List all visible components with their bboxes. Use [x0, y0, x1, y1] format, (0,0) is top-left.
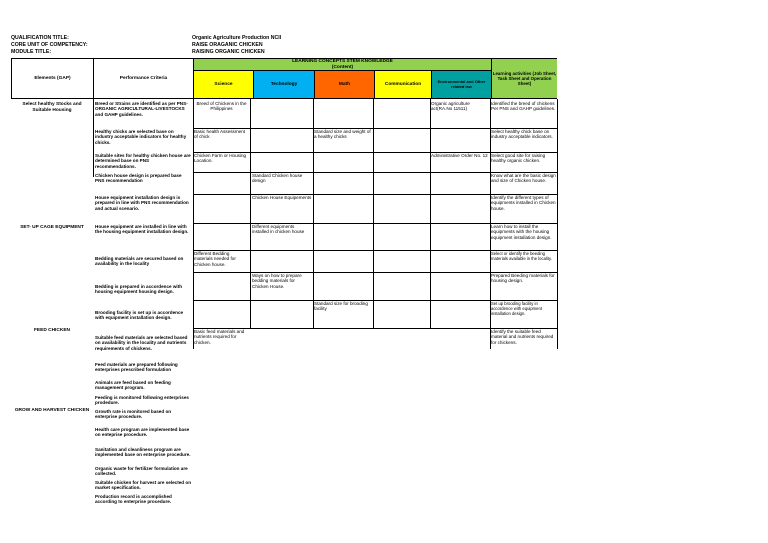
module-title-label: MODULE TITLE:: [11, 49, 52, 55]
learning-activities-header: Learning activities (Job Sheet, Task Sheet and Operation Sheet): [492, 59, 557, 99]
core-unit-label: CORE UNIT OF COMPETENCY:: [11, 42, 88, 48]
criteria-item: Bedding materials are secured based on availability in the locality: [95, 256, 184, 267]
criteria-item: Bedding is prepared in accordence with housing equipment housing design.: [95, 284, 183, 295]
criteria-item: Brooding facility is set up is accordence with equipment installation design.: [95, 310, 184, 321]
environment-law-header: Environmental and Other related law: [432, 71, 492, 99]
performance-criteria-header: Performance Criteria: [94, 59, 194, 99]
technology-header: Technology: [254, 71, 315, 99]
science-cell: Chicken Farm or Housing Location.: [194, 153, 247, 164]
criteria-item: House equipment installation design is prepared in line with PNS recommendation and actual scenario.: [95, 195, 189, 211]
element-select-stocks: Select healthy Stocks and Suitable Housing: [22, 102, 82, 113]
criteria-item: Health care program are implemented base on enteprise procedure.: [95, 427, 190, 438]
criteria-item: Chicken house design is prepared base PNS recommendation: [95, 173, 182, 184]
science-cell: Different Bedding materials needed for Chicken house.: [194, 251, 236, 267]
technology-cell: Different equipments installed in chicken house: [252, 224, 305, 235]
activity-cell: Identify the different types of equipments installed in Chicken house.: [491, 195, 556, 211]
environment-law-cell: Administrative Order No. 12: [431, 153, 488, 158]
criteria-item: Healthy chicks are selected base on industry acceptable indicators for healthy chicks.: [95, 129, 187, 145]
criteria-item: Production record is accomplished according to enterprise procedure.: [95, 494, 172, 505]
core-unit-value: RAISE ORAGANIC CHICKEN: [192, 42, 263, 48]
module-title-value: RAISING ORGANIC CHICKEN: [192, 49, 265, 55]
activity-cell: Prepared Beeding materials for housing design.: [491, 273, 555, 284]
element-grow-harvest: GROW AND HARVEST CHICKEN: [14, 408, 90, 413]
criteria-item: Feed materials are prepared following enterprises prescribed formulation: [95, 362, 178, 373]
elements-header: Elements (GAP): [12, 59, 94, 99]
environment-law-cell: Organic agriculture act(RA.No 11511): [431, 101, 470, 112]
science-cell: Basic feed materials and nutrients required for chicken.: [194, 329, 245, 345]
criteria-item: Organic waste for fertilizer formulation are collected.: [95, 466, 188, 477]
technology-cell: Ways on how to prepare bedding materials for Chicken House.: [252, 273, 302, 289]
criteria-item: Suitable feed materials are selected based on availability in the locality and nutrients requirements of chickens.: [95, 335, 188, 351]
activity-cell: Identify the suitable feed material and nutrients required for chickens.: [491, 329, 554, 345]
communication-header: Communication: [375, 71, 432, 99]
activity-cell: Select healthy chick base on industry acceptable indicators.: [491, 129, 553, 140]
activity-cell: Know what are the basic design and size of Chicken house.: [491, 173, 556, 184]
table-header: [11, 58, 557, 99]
activity-cell: Identified the breed of chickens Per PNS and GAHP guidelines.: [491, 101, 556, 112]
criteria-item: House equipment are installed in line with the housing equipment installation design.: [95, 224, 189, 235]
activity-cell: Select good site for raising healthy organic chicken.: [491, 153, 546, 164]
stem-knowledge-header: LEARNING CONCEPTS STEM KNOWLEDGE (Content): [194, 59, 492, 71]
qualification-title-label: QUALIFICATION TITLE:: [11, 35, 69, 41]
science-cell: Breed of Chickens in the Philippines: [196, 101, 247, 112]
criteria-item: Sanitation and cleanliness program are implemented base on enterprise procedure.: [95, 447, 191, 458]
element-setup-cage: SET- UP CAGE EQUIPMENT: [20, 225, 84, 230]
element-feed-chicken: FEED CHICKEN: [34, 328, 70, 333]
criteria-item: Growth rate is monitored based on enterprise procedure.: [95, 409, 172, 420]
criteria-item: Animals are feed based on feeding management program.: [95, 380, 171, 391]
science-cell: Basic health Assessment of chick: [194, 129, 246, 140]
activity-cell: Set up brooding facility in accordence with equipment installation design.: [491, 301, 542, 316]
activity-cell: Select or identify the beeding materials available in the locality.: [491, 251, 552, 261]
criteria-item: Suitable chicken for harvest are selected on market specification.: [95, 480, 191, 491]
technology-cell: Chicken House Equipements: [252, 195, 312, 200]
activity-cell: Learn how to install the equipments with the housing equipment installation design.: [491, 224, 552, 240]
math-cell: Standard size and weight of a healthy chicks: [314, 129, 371, 140]
criteria-item: Breed or Strains are identified as per PNS-ORGANIC AGRICULTURAL-LIVESTOCKS and GAHP guidelines.: [95, 101, 188, 117]
technology-cell: Standard Chicken house design: [252, 173, 303, 184]
criteria-item: Feeding is monitored following enterprises prodedure.: [95, 395, 189, 406]
qualification-title-value: Organic Agriculture Production NCII: [192, 35, 282, 41]
criteria-item: Suitable sites for healthy chicken house are determined base on PNS recommendations.: [95, 153, 191, 169]
science-header: Science: [194, 71, 254, 99]
math-cell: Standard size for brooding facility: [314, 301, 368, 312]
math-header: Math: [315, 71, 375, 99]
